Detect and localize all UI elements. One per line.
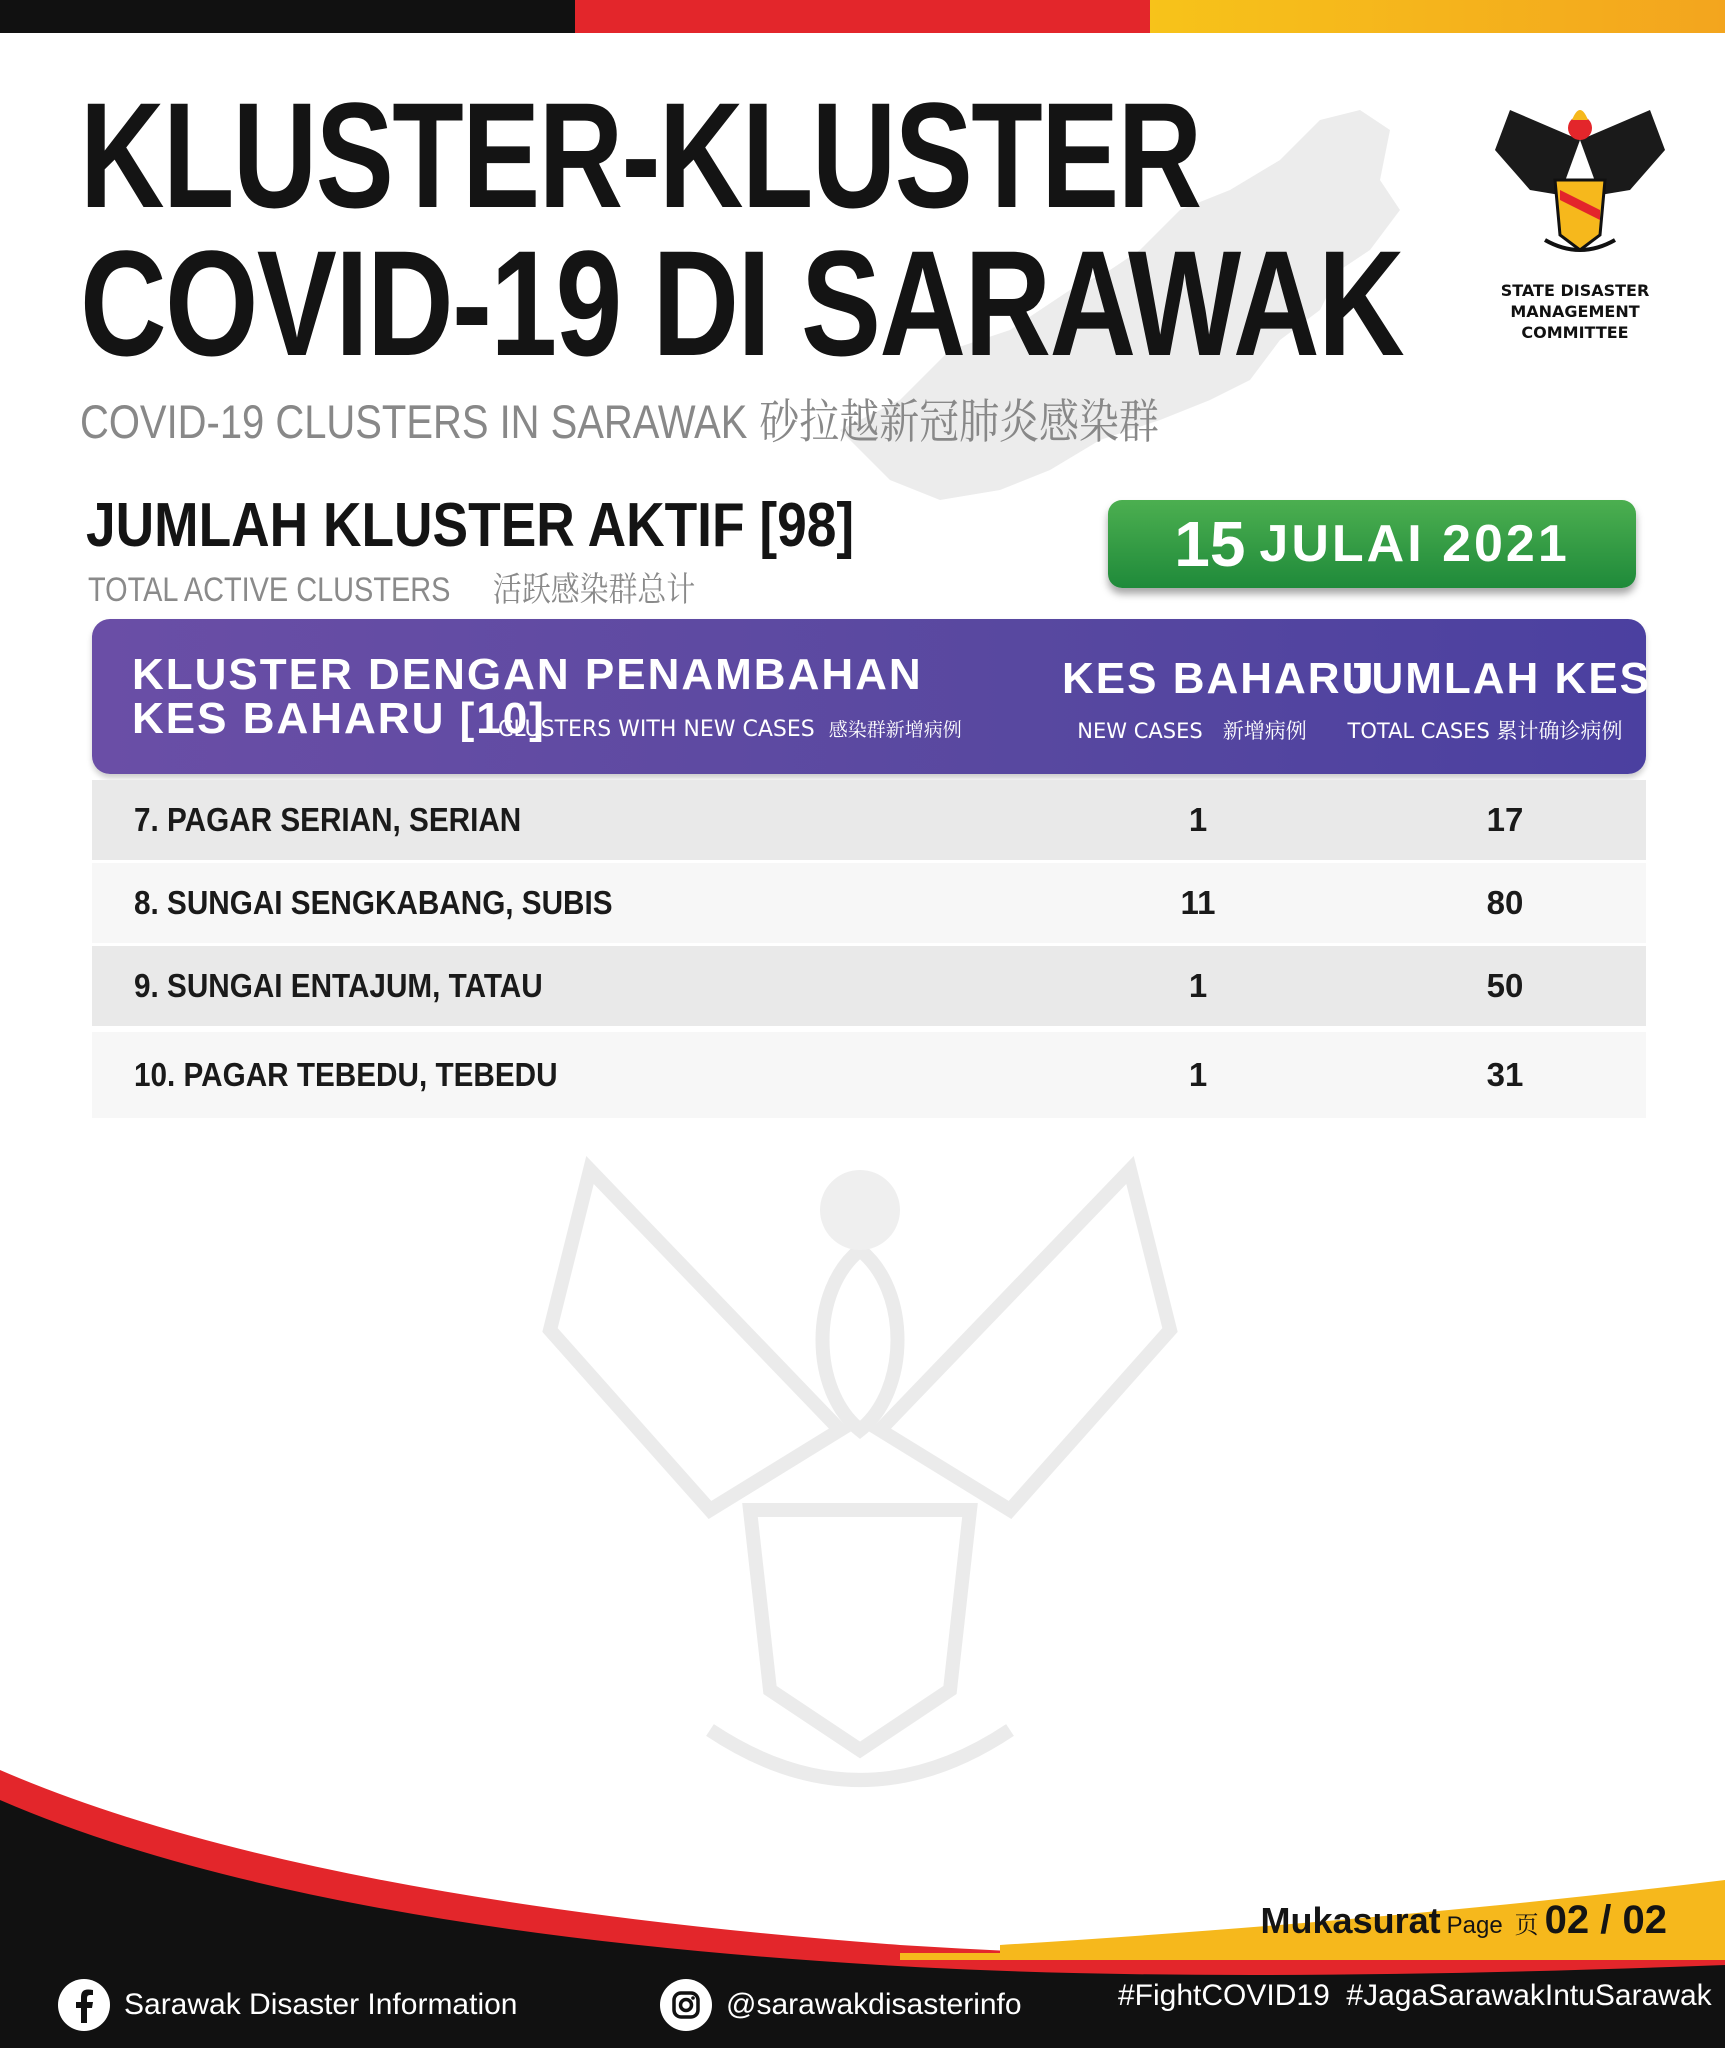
column-header-total-cases (1345, 654, 1652, 745)
instagram-icon (660, 1979, 712, 2031)
cluster-total-cases: 80 (1486, 884, 1524, 921)
page-indicator (1261, 1898, 1667, 1943)
top-color-bar (0, 0, 1725, 33)
column-total-cases-chinese: 累计确诊病例 (1496, 719, 1623, 743)
table-header-subtitle-english: CLUSTERS WITH NEW CASES (498, 717, 815, 742)
column-total-cases-english: TOTAL CASES (1347, 719, 1490, 743)
table-header-subtitle-chinese: 感染群新增病例 (828, 719, 962, 741)
cluster-name: 8. SUNGAI SENGKABANG, SUBIS (134, 884, 613, 921)
column-new-cases-subtitle (1062, 715, 1322, 745)
cluster-name: 7. PAGAR SERIAN, SERIAN (134, 801, 522, 838)
cluster-total-cases: 17 (1486, 801, 1524, 838)
table-header-title-line2: KES BAHARU [10] (132, 694, 546, 743)
table-row (92, 1032, 1646, 1118)
top-bar-yellow (1150, 0, 1725, 33)
page-subtitle (80, 385, 1159, 452)
page-title-line1: KLUSTER-KLUSTER (80, 71, 1201, 239)
page-label-english: Page (1446, 1912, 1503, 1939)
column-total-cases-subtitle (1345, 715, 1625, 745)
sarawak-crest-logo (1490, 100, 1670, 260)
committee-caption-line1: STATE DISASTER (1500, 281, 1650, 300)
active-clusters-total: JUMLAH KLUSTER AKTIF [98] (86, 491, 855, 560)
column-new-cases-chinese: 新增病例 (1222, 719, 1307, 743)
cluster-name: 10. PAGAR TEBEDU, TEBEDU (134, 1056, 558, 1093)
table-header (92, 619, 1652, 774)
top-bar-black (0, 0, 575, 33)
table-header-subtitle (498, 715, 962, 742)
column-total-cases-title: JUMLAH KES (1345, 654, 1652, 703)
date-badge (1108, 500, 1636, 588)
cluster-total-cases: 31 (1486, 1056, 1524, 1093)
table-row (92, 863, 1646, 943)
date-day: 15 (1174, 508, 1246, 580)
active-clusters-english: TOTAL ACTIVE CLUSTERS (88, 571, 451, 609)
table-header-title-line1: KLUSTER DENGAN PENAMBAHAN (132, 650, 923, 699)
cluster-new-cases: 1 (1188, 801, 1208, 838)
column-new-cases-english: NEW CASES (1077, 719, 1203, 743)
cluster-new-cases: 11 (1180, 884, 1216, 921)
cluster-new-cases: 1 (1188, 1056, 1208, 1093)
active-clusters-subtitle (88, 562, 695, 611)
facebook-icon (58, 1979, 110, 2031)
page-number: 02 / 02 (1544, 1898, 1667, 1942)
top-bar-red (575, 0, 1150, 33)
facebook-page-name: Sarawak Disaster Information (124, 1988, 518, 2021)
instagram-link[interactable] (660, 1979, 1022, 2031)
cluster-name: 9. SUNGAI ENTAJUM, TATAU (134, 967, 543, 1004)
page-label-malay: Mukasurat (1260, 1900, 1441, 1941)
subtitle-english: COVID-19 CLUSTERS IN SARAWAK (80, 395, 748, 448)
column-new-cases-title: KES BAHARU (1062, 654, 1376, 703)
footer-bar (0, 1953, 1725, 2048)
table-row (92, 780, 1646, 860)
page-label-chinese: 页 (1514, 1912, 1539, 1939)
subtitle-chinese: 砂拉越新冠肺炎感染群 (759, 395, 1159, 448)
committee-caption (1455, 280, 1695, 343)
instagram-handle: @sarawakdisasterinfo (726, 1988, 1022, 2021)
hashtags: #FightCOVID19 #JagaSarawakIntuSarawak (1118, 1979, 1712, 2012)
column-header-new-cases (1062, 654, 1376, 745)
page-title-line2: COVID-19 DI SARAWAK (80, 219, 1404, 387)
active-clusters-chinese: 活跃感染群总计 (492, 571, 696, 609)
table-row (92, 946, 1646, 1026)
cluster-new-cases: 1 (1188, 967, 1208, 1004)
date-month-year: JULAI 2021 (1259, 515, 1570, 573)
cluster-total-cases: 50 (1486, 967, 1524, 1004)
committee-caption-line2: MANAGEMENT COMMITTEE (1510, 302, 1640, 342)
facebook-link[interactable] (58, 1979, 518, 2031)
